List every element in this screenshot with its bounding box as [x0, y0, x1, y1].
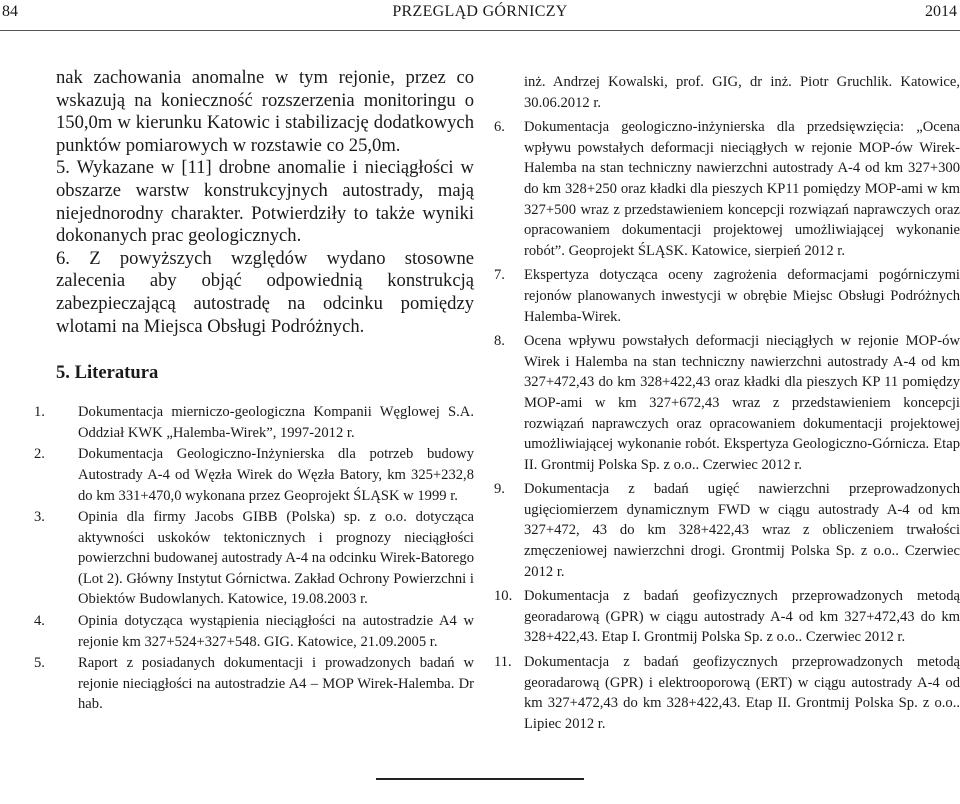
reference-item: 1. Dokumentacja mierniczo-geologiczna Kompanii Węglowej S.A. Oddział KWK „Halemba-Wirek”, 1997-2012 r. — [34, 404, 474, 441]
page-number: 84 — [2, 3, 18, 20]
reference-item: 9. Dokumentacja z badań ugięć nawierzchni przeprowadzonych ugięciomierzem dynamicznym FWD w ciągu autostrady A-4 od km 327+472, 43 do km 328+422,43 wraz z obliczeniem trwałości zmęczeniowej nawierzchni drogi. Grontmij Polska Sp. z o.o.. Czerwiec 2012 r. — [494, 481, 960, 580]
reference-item: 7. Ekspertyza dotycząca oceny zagrożenia deformacjami pogórniczymi rejonów planowanych inwestycji w obrębie Miejsc Obsługi Podróżnych Halemba-Wirek. — [494, 267, 960, 325]
conclusion-item-5: 5. Wykazane w [11] drobne anomalie i nieciągłości w obszarze warstw konstrukcyjnych autostrady, mają niejednorodny charakter. Potwierdziły to także wyniki dokonanych prac geologicznych. — [56, 157, 474, 247]
header-divider — [0, 30, 960, 31]
reference-item: 8. Ocena wpływu powstałych deformacji nieciągłych w rejonie MOP-ów Wirek i Halemba na stan techniczny nawierzchni autostrady A-4 od km 327+472,43 do km 328+422,43 oraz kładki dla pieszych KP 11 pomiędzy MOP-ami w km 327+672,43 wraz z przedstawieniem koncepcji rozwiązań naprawczych oraz opracowaniem dokumentacji projektowej umożliwiającej wykonanie robót. Ekspertyza Geologiczno-Górnicza. Etap II. Grontmij Polska Sp. z o.o.. Czerwiec 2012 r. — [494, 333, 960, 473]
reference-list-left — [34, 402, 474, 715]
reference-item: 6. Dokumentacja geologiczno-inżynierska dla przedsięwzięcia: „Ocena wpływu powstałych deformacji nieciągłych w rejonie MOP-ów Wirek-Halemba na stan techniczny nawierzchni autostrady A-4 od km 327+300 do km 328+250 oraz kładki dla pieszych KP11 pomiędzy MOP-ami w km 327+500 wraz z przedstawieniem koncepcji rozwiązań naprawczych oraz opracowaniem dokumentacji projektowej umożliwiającej wykonanie robót”. Geoprojekt ŚLĄSK. Katowice, sierpień 2012 r. — [494, 119, 960, 259]
reference-item: 4. Opinia dotycząca wystąpienia nieciągłości na autostradzie A4 w rejonie km 327+524+327+548. GIG. Katowice, 21.09.2005 r. — [34, 613, 474, 650]
reference-continuation: inż. Andrzej Kowalski, prof. GIG, dr inż. Piotr Gruchlik. Katowice, 30.06.2012 r. — [524, 74, 960, 111]
intro-paragraph: nak zachowania anomalne w tym rejonie, przez co wskazują na konieczność rozszerzenia monitoringu o 150,0m w kierunku Katowic i stabilizację dodatkowych punktów pomiarowych w rozstawie co 25,0m. — [56, 67, 474, 156]
reference-item: 5. Raport z posiadanych dokumentacji i prowadzonych badań w rejonie nieciągłości na autostradzie A4 – MOP Wirek-Halemba. Dr hab. — [34, 655, 474, 713]
conclusion-item-6: 6. Z powyższych względów wydano stosowne zalecenia aby objąć odpowiednią konstrukcją zabezpieczającą autostradę na odcinku pomiędzy wlotami na Miejsca Obsługi Podróżnych. — [56, 247, 474, 337]
page-header — [0, 0, 960, 26]
reference-item: 2. Dokumentacja Geologiczno-Inżynierska dla potrzeb budowy Autostrady A-4 od Węzła Wirek do Węzła Batory, km 325+232,8 do km 331+470,0 wykonana przez Geoprojekt ŚLĄSK w 1999 r. — [34, 446, 474, 504]
reference-item: 10. Dokumentacja z badań geofizycznych przeprowadzonych metodą georadarową (GPR) w ciągu autostrady A-4 od km 327+472,43 do km 328+422,43. Etap I. Grontmij Polska Sp. z o.o.. Czerwiec 2012 r. — [494, 588, 960, 646]
reference-item: 3. Opinia dla firmy Jacobs GIBB (Polska) sp. z o.o. dotycząca aktywności uskoków tektonicznych i prognozy nieciągłości powierzchni budowanej autostrady A-4 na odcinku Wirek-Batorego (Lot 2). Główny Instytut Górnictwa. Zakład Ochrony Powierzchni i Obiektów Budowlanych. Katowice, 19.08.2003 r. — [34, 509, 474, 608]
right-column — [494, 72, 960, 738]
journal-title: PRZEGLĄD GÓRNICZY — [392, 3, 568, 20]
left-column — [34, 67, 474, 716]
journal-year: 2014 — [925, 3, 957, 20]
section-heading-literature: 5. Literatura — [56, 362, 159, 384]
footer-divider — [376, 778, 584, 780]
reference-item: 11. Dokumentacja z badań geofizycznych przeprowadzonych metodą georadarową (GPR) i elektrooporową (ERT) w ciągu autostrady A-4 od km 327+472,43 do km 328+422,43. Etap II. Grontmij Polska Sp. z o.o.. Lipiec 2012 r. — [494, 654, 960, 732]
